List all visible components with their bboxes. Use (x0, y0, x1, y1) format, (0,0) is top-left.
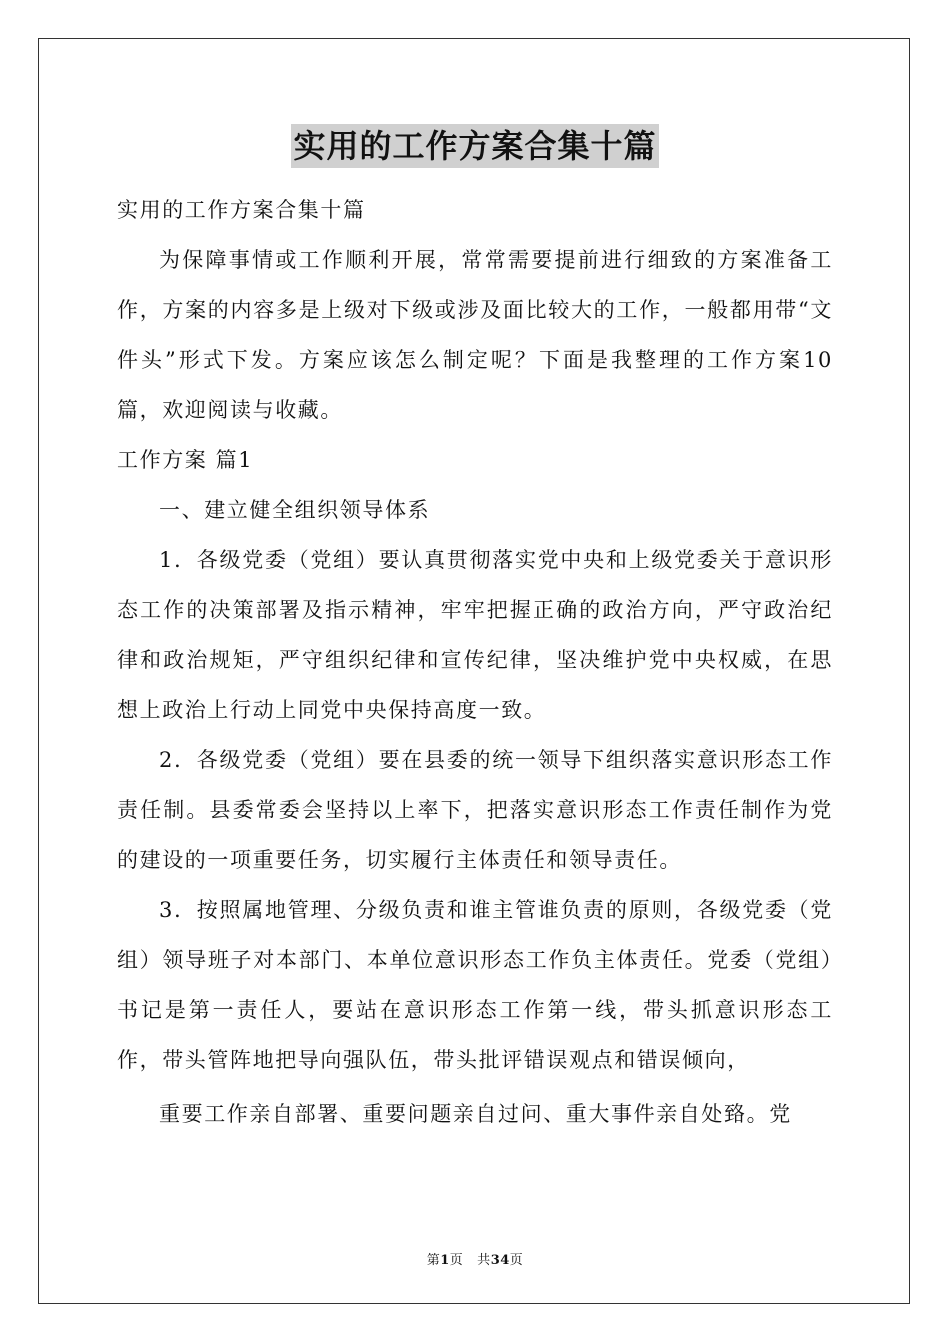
document-body (117, 185, 833, 1139)
footer-total-prefix: 共 (477, 1253, 491, 1268)
document-subtitle: 实用的工作方案合集十篇 (117, 198, 366, 222)
page-footer (0, 1249, 950, 1268)
footer-total-pages: 34 (490, 1253, 510, 1268)
paragraph-item-1: 1．各级党委（党组）要认真贯彻落实党中央和上级党委关于意识形态工作的决策部署及指示精神，牢牢把握正确的政治方向，严守政治纪律和政治规矩，严守组织纪律和宣传纪律，坚决维护党中央权威，在思想上政治上行动上同党中央保持高度一致。 (117, 548, 833, 722)
footer-page-unit: 页 (449, 1253, 464, 1268)
footer-total-unit: 页 (509, 1253, 524, 1268)
section-heading: 工作方案 篇1 (117, 448, 254, 472)
footer-page-number: 1 (440, 1253, 450, 1268)
title-container (0, 124, 950, 168)
footer-prefix: 第 (426, 1253, 441, 1268)
intro-paragraph: 为保障事情或工作顺利开展，常常需要提前进行细致的方案准备工作，方案的内容多是上级对下级或涉及面比较大的工作，一般都用带“文件头”形式下发。方案应该怎么制定呢？下面是我整理的工作方案10篇，欢迎阅读与收藏。 (117, 248, 833, 422)
paragraph-item-2: 2．各级党委（党组）要在县委的统一领导下组织落实意识形态工作责任制。县委常委会坚持以上率下，把落实意识形态工作责任制作为党的建设的一项重要任务，切实履行主体责任和领导责任。 (117, 748, 833, 872)
paragraph-continuation: 重要工作亲自部署、重要问题亲自过问、重大事件亲自处臵。党 (159, 1102, 792, 1126)
paragraph-item-3: 3．按照属地管理、分级负责和谁主管谁负责的原则，各级党委（党组）领导班子对本部门、本单位意识形态工作负主体责任。党委（党组）书记是第一责任人，要站在意识形态工作第一线，带头抓意识形态工作，带头管阵地把导向强队伍，带头批评错误观点和错误倾向， (117, 898, 833, 1072)
subsection-heading: 一、建立健全组织领导体系 (159, 498, 431, 522)
document-title: 实用的工作方案合集十篇 (291, 124, 658, 168)
